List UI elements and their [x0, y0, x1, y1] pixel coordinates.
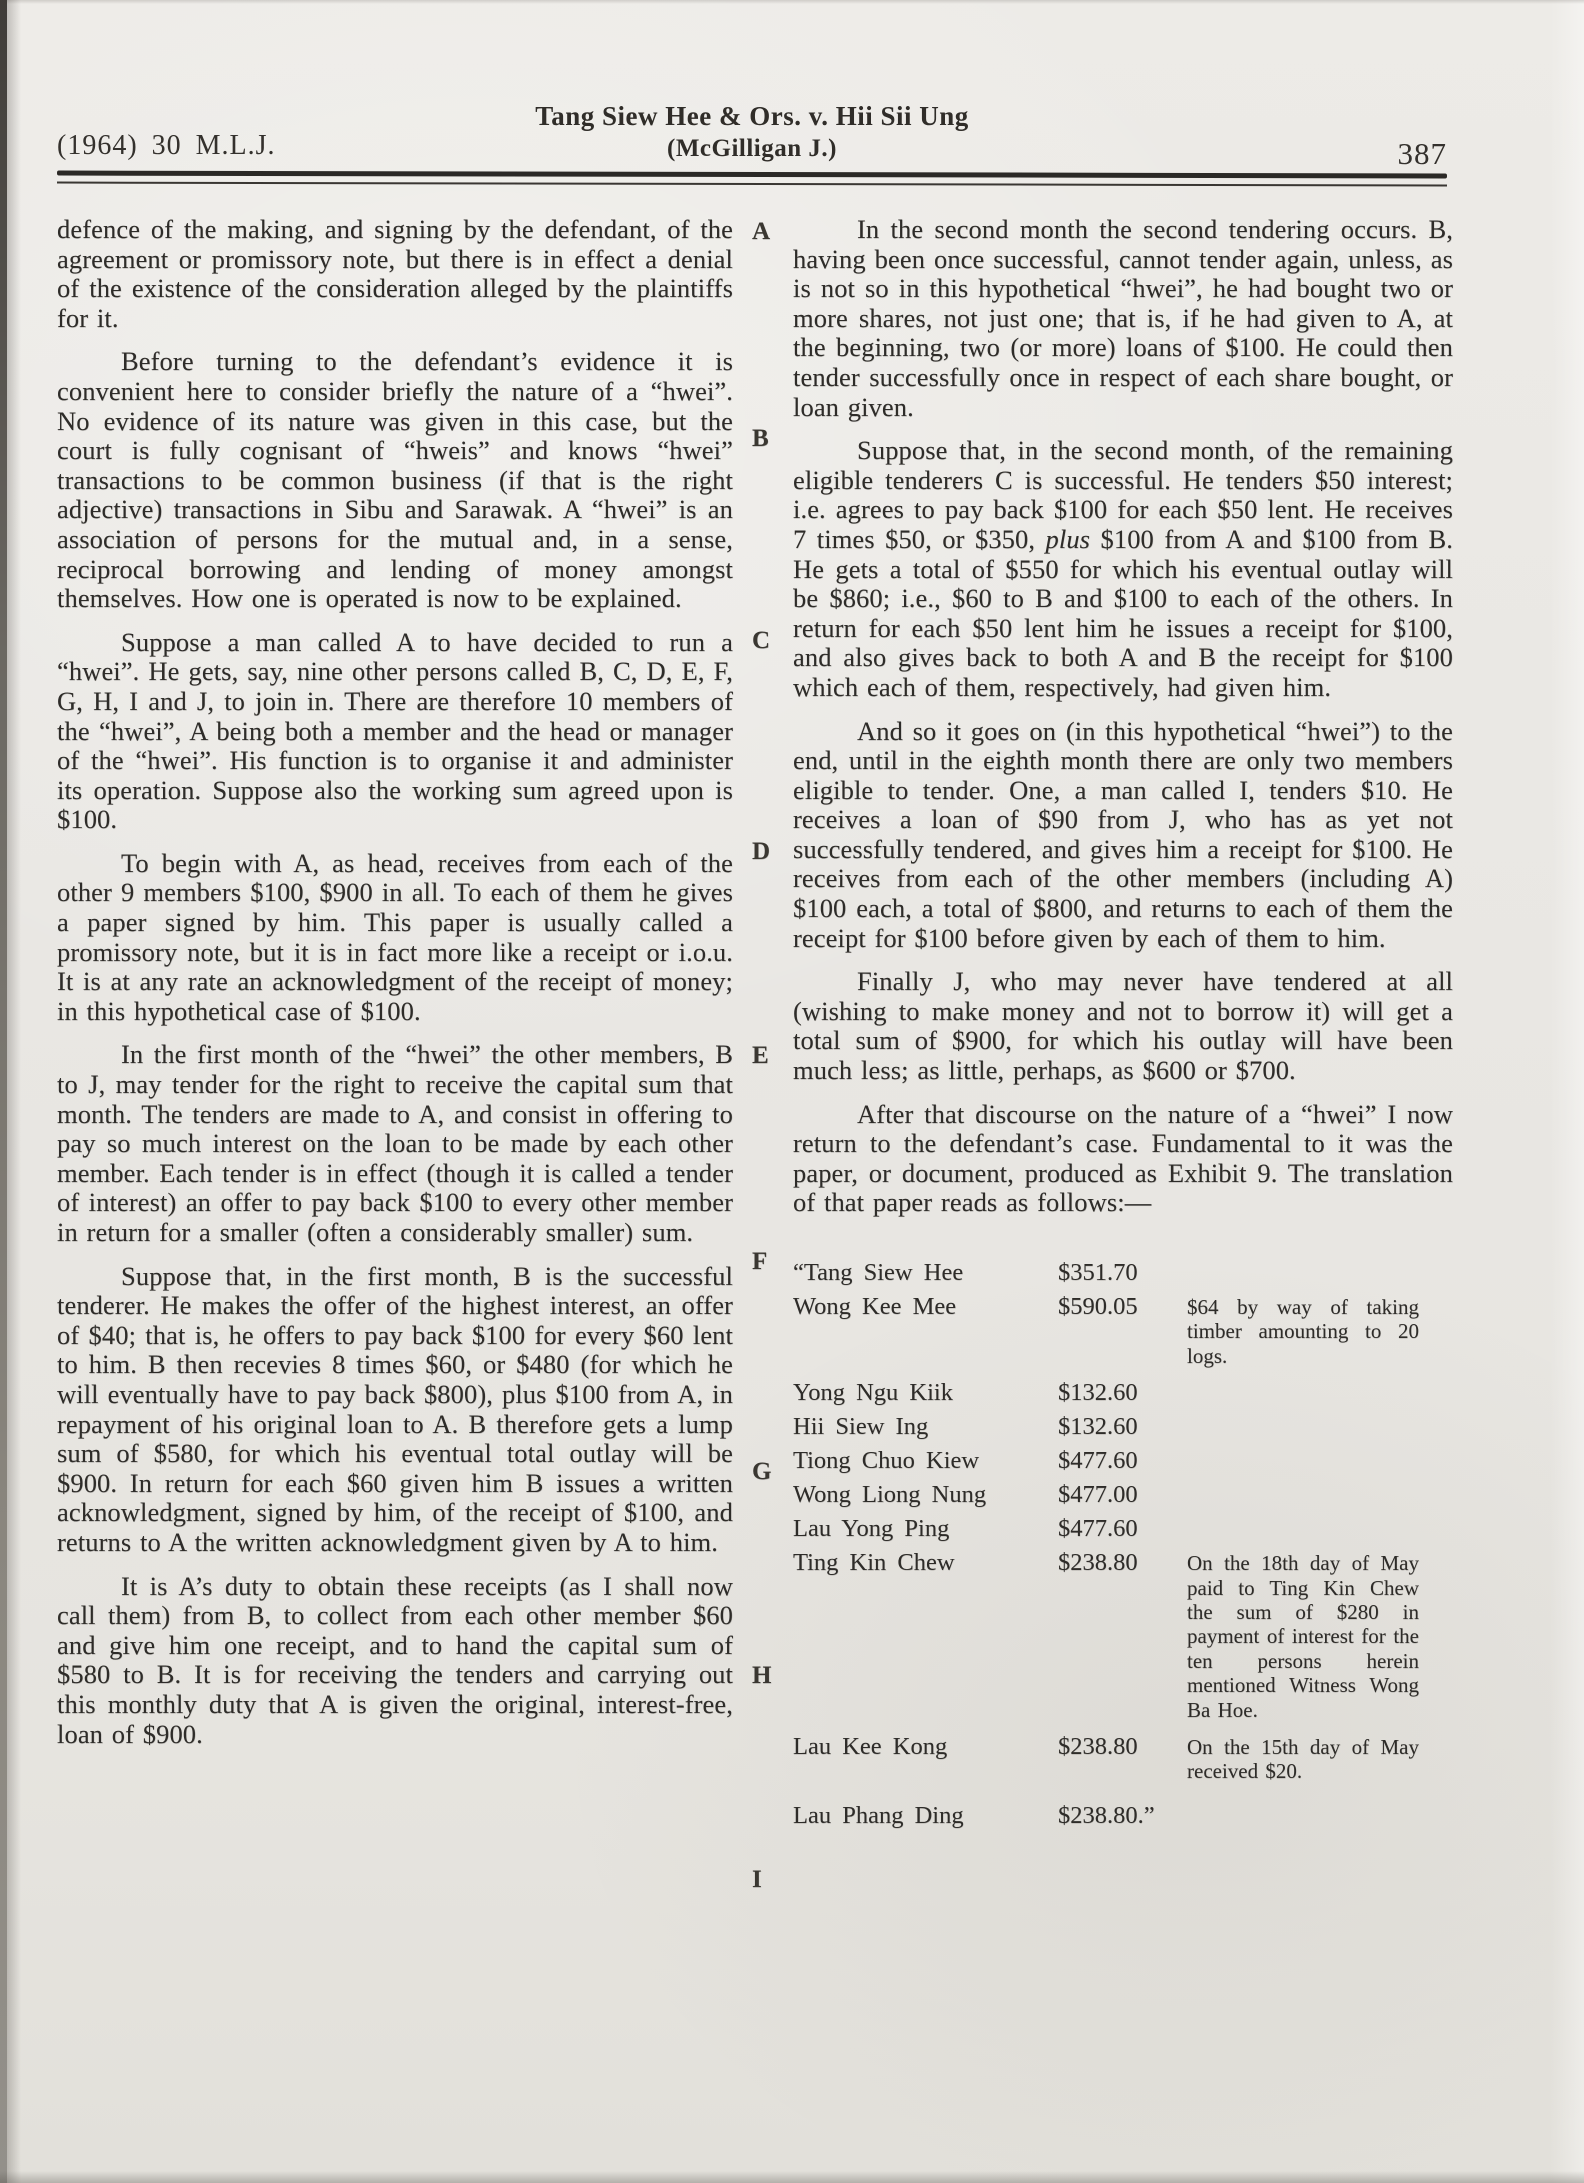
- journal-citation: (1964) 30 M.L.J.: [57, 130, 276, 161]
- row-note: [1187, 1412, 1419, 1415]
- row-name: Lau Kee Kong: [793, 1733, 948, 1761]
- page-right-edge-highlight: [1550, 0, 1584, 2183]
- header-rule: [57, 171, 1447, 190]
- table-row: [793, 1378, 1453, 1408]
- body-paragraph: Suppose that, in the first month, B is the successful tenderer. He makes the offer of the highest interest, an offer of $40; that is, he offers to pay back $100 for every $60 lent to him. B then recevies 8 times $60, or $480 (for which he will eventually have to pay back $800), plus $100 from A, in repayment of his original loan to A. B therefore gets a lump sum of $580, for which his eventual total outlay will be $900. In return for each $60 given him B issues a written acknowledgment, signed by him, of the receipt of $100, and returns to A the written acknowledgment given by A to him.: [57, 1260, 733, 1557]
- row-note: [1187, 1514, 1419, 1517]
- row-amount: $238.80: [1058, 1733, 1138, 1761]
- page-left-edge-shadow: [0, 0, 7, 2183]
- margin-letter-c: C: [752, 627, 771, 654]
- running-head: [57, 101, 1447, 163]
- body-paragraph: It is A’s duty to obtain these receipts (as I shall now call them) from B, to collect from each other member $60 and give him one receipt, and to hand the capital sum of $580 to B. It is for receiving the tenders and carrying out this monthly duty that A is given the original, interest-free, loan of $900.: [57, 1570, 733, 1749]
- body-paragraph: [793, 436, 1453, 702]
- row-name: Ting Kin Chew: [793, 1549, 955, 1577]
- row-name: Lau Phang Ding: [793, 1801, 964, 1829]
- row-amount: $477.60: [1058, 1447, 1138, 1475]
- margin-letter-i: I: [752, 1866, 762, 1893]
- row-note: On the 18th day of May paid to Ting Kin Chew the sum of $280 in payment of interest for the ten persons herein mentioned Witness Wong Ba Hoe.: [1187, 1551, 1419, 1722]
- table-row: [793, 1412, 1453, 1442]
- header-rule-thick-line: [57, 171, 1447, 179]
- body-paragraph: To begin with A, as head, receives from each of the other 9 members $100, $900 in all. To each of them he gives a paper signed by him. This paper is usually called a promissory note, but it is in fact more like a receipt or i.o.u. It is at any rate an acknowledgment of the receipt of money; in this hypothetical case of $100.: [57, 847, 733, 1026]
- right-column: [793, 215, 1453, 1831]
- body-paragraph: Before turning to the defendant’s evidence it is convenient here to consider briefly the nature of a “hwei”. No evidence of its nature was given in this case, but the court is fully cognisant of “hweis” and knows “hwei” transactions to be common business (if that is the right adjective) transactions in Sibu and Sarawak. A “hwei” is an association of persons for the mutual and, in a sense, reciprocal borrowing and lending of money amongst themselves. How one is operated is now to be explained.: [57, 346, 733, 614]
- margin-letter-g: G: [752, 1458, 772, 1485]
- italic-word: plus: [1045, 523, 1091, 554]
- body-paragraph: In the first month of the “hwei” the other members, B to J, may tender for the right to receive the capital sum that month. The tenders are made to A, and consist in offering to pay so much interest on the loan to be made by each other member. Each tender is in effect (though it is called a tender of interest) an offer to pay back $100 to every other member in return for a smaller (often a considerably smaller) sum.: [57, 1039, 733, 1247]
- table-row: [793, 1258, 1453, 1288]
- margin-letter-d: D: [752, 838, 771, 865]
- paragraph-segment: $100 from A and $100 from B. He gets a total of $550 for which his eventual outlay will be $860; i.e., $60 to B and $100 to each of the others. In return for each $50 lent him he issues a receipt for $100, and also gives back to both A and B the receipt for $100 which each of them, respectively, had given him.: [793, 523, 1453, 702]
- row-name: Wong Liong Nung: [793, 1481, 987, 1509]
- row-name: Yong Ngu Kiik: [793, 1379, 953, 1407]
- row-note: [1187, 1480, 1419, 1483]
- row-note: On the 15th day of May received $20.: [1187, 1735, 1419, 1784]
- table-row: [793, 1480, 1453, 1510]
- row-note: [1187, 1446, 1419, 1449]
- table-row: [793, 1732, 1453, 1784]
- row-name: “Tang Siew Hee: [793, 1259, 964, 1286]
- row-name: Lau Yong Ping: [793, 1515, 950, 1543]
- row-name: Tiong Chuo Kiew: [793, 1447, 980, 1475]
- left-column: [57, 215, 733, 1749]
- row-note: [1187, 1258, 1419, 1261]
- margin-letter-b: B: [752, 425, 769, 452]
- table-row: [793, 1514, 1453, 1544]
- row-amount: $238.80: [1058, 1549, 1138, 1577]
- row-name: Hii Siew Ing: [793, 1413, 929, 1441]
- row-amount: $477.60: [1058, 1515, 1138, 1543]
- table-row: [793, 1292, 1453, 1368]
- page-top-edge-shadow: [0, 0, 1584, 4]
- row-amount: $132.60: [1058, 1379, 1138, 1407]
- page-bottom-edge-shadow: [0, 2171, 1584, 2183]
- row-amount: $590.05: [1058, 1293, 1138, 1320]
- row-amount: $477.00: [1058, 1481, 1138, 1509]
- paragraph-segment: Suppose that, in the second month, of the remaining eligible tenderers C is successful. He tenders $50 interest; i.e. agrees to pay back $100 for each $50 lent. He receives 7 times $50, or $350,: [793, 435, 1453, 554]
- row-name: Wong Kee Mee: [793, 1293, 957, 1320]
- margin-letter-a: A: [752, 218, 771, 245]
- table-row: [793, 1548, 1453, 1722]
- body-paragraph: defence of the making, and signing by the defendant, of the agreement or promissory note, but there is in effect a denial of the existence of the consideration alleged by the plaintiffs for it.: [57, 214, 733, 333]
- body-paragraph: Finally J, who may never have tendered at all (wishing to make money and not to borrow it) will get a total sum of $900, for which his outlay will have been much less; as little, perhaps, as $600 or $700.: [793, 966, 1453, 1086]
- table-row: [793, 1446, 1453, 1476]
- page-number: 387: [1397, 136, 1447, 171]
- header-rule-thin-line: [57, 182, 1447, 187]
- exhibit-translation-table: [793, 1258, 1453, 1831]
- row-amount: $351.70: [1058, 1259, 1138, 1286]
- body-paragraph: After that discourse on the nature of a “hwei” I now return to the defendant’s case. Fundamental to it was the paper, or document, produced as Exhibit 9. The translation of that paper reads as follows:—: [793, 1098, 1453, 1218]
- row-note: $64 by way of taking timber amounting to 20 logs.: [1187, 1295, 1419, 1368]
- margin-letter-f: F: [752, 1248, 768, 1275]
- body-paragraph: And so it goes on (in this hypothetical “hwei”) to the end, until in the eighth month there are only two members eligible to tender. One, a man called I, tenders $10. He receives a loan of $90 from J, who has as yet not successfully tendered, and gives him a receipt for $100. He receives from each of the other members (including A) $100 each, a total of $800, and returns to each of them the receipt for $100 before given by each of them to him.: [793, 715, 1453, 953]
- body-paragraph: Suppose a man called A to have decided to run a “hwei”. He gets, say, nine other persons called B, C, D, E, F, G, H, I and J, to join in. There are therefore 10 members of the “hwei”, A being both a member and the head or manager of the “hwei”. His function is to organise it and administer its operation. Suppose also the working sum agreed upon is $100.: [57, 626, 733, 835]
- row-amount: $132.60: [1058, 1413, 1138, 1441]
- row-note: [1187, 1801, 1419, 1804]
- table-row: [793, 1801, 1453, 1831]
- page-left-edge-fade: [7, 0, 21, 2183]
- margin-letter-e: E: [752, 1042, 769, 1069]
- body-paragraph: In the second month the second tendering occurs. B, having been once successful, cannot tender again, unless, as is not so in this hypothetical “hwei”, he had bought two or more shares, not just one; that is, if he had given to A, at the beginning, two (or more) loans of $100. He could then tender successfully once in respect of each share bought, or loan given.: [793, 214, 1453, 422]
- row-amount: $238.80.”: [1058, 1801, 1155, 1829]
- judge-name: (McGilligan J.): [667, 135, 837, 162]
- row-note: [1187, 1378, 1419, 1381]
- case-title: Tang Siew Hee & Ors. v. Hii Sii Ung: [535, 101, 969, 131]
- margin-letter-h: H: [752, 1662, 772, 1689]
